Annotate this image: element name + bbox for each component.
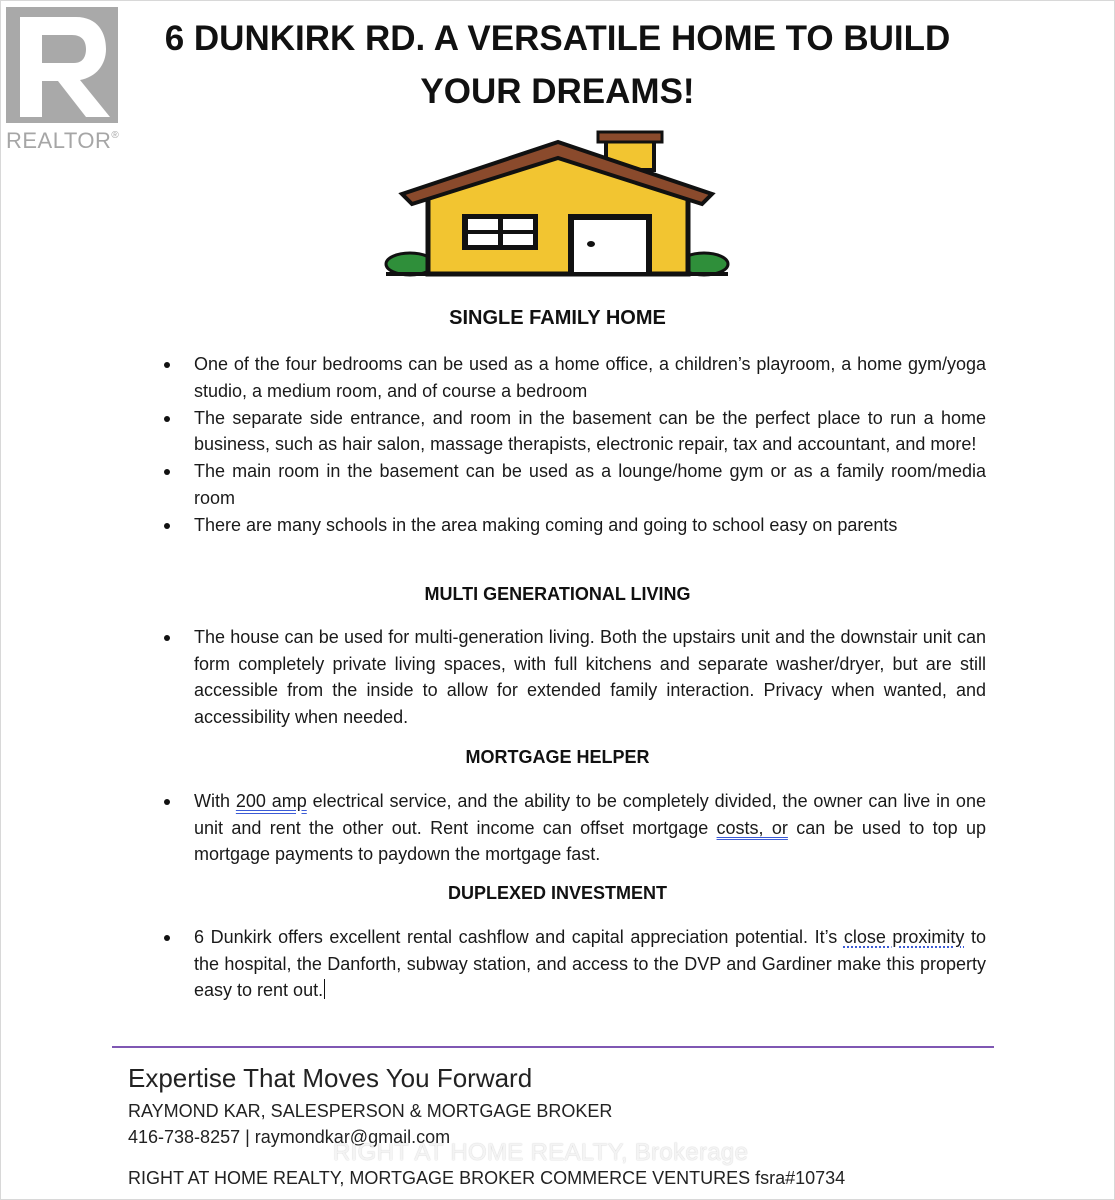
- section-heading-mortgage-helper: MORTGAGE HELPER: [465, 747, 650, 767]
- spellcheck-mark: 200 amp: [235, 791, 307, 811]
- section-heading-single-family: SINGLE FAMILY HOME: [449, 307, 666, 329]
- footer-tagline: Expertise That Moves You Forward: [128, 1063, 533, 1093]
- brokerage-line: RIGHT AT HOME REALTY, MORTGAGE BROKER COMMERCE VENTURES fsra#10734: [128, 1168, 846, 1188]
- r-letter-icon: [6, 7, 118, 123]
- footer-divider: [112, 1046, 994, 1048]
- list-item: The separate side entrance, and room in the basement can be the perfect place to run a home business, such as hair salon, massage therapists, electronic repair, tax and accountant, and more!: [160, 405, 986, 458]
- brokerage-watermark: RIGHT AT HOME REALTY, Brokerage: [333, 1139, 749, 1166]
- single-family-list: [160, 351, 986, 539]
- spellcheck-mark: costs, or: [716, 817, 788, 838]
- realtor-logo-mark: [6, 7, 118, 123]
- mortgage-helper-list: [160, 788, 986, 868]
- list-item: With 200 amp electrical service, and the ability to be completely divided, the owner can live in one unit and rent the other out. Rent income can offset mortgage costs, or can be used to top up mortgage payments to paydown the mortgage fast.: [160, 788, 986, 868]
- section-heading-duplexed: DUPLEXED INVESTMENT: [447, 883, 668, 903]
- multi-generational-list: [160, 624, 986, 730]
- realtor-logo: [6, 7, 128, 153]
- duplexed-list: [160, 924, 986, 1004]
- realtor-logo-text: REALTOR®: [6, 128, 120, 153]
- text-cursor: [324, 979, 325, 999]
- agent-name: RAYMOND KAR, SALESPERSON & MORTGAGE BROKER: [128, 1101, 613, 1121]
- list-item: There are many schools in the area making coming and going to school easy on parents: [160, 512, 986, 539]
- section-heading-multi-generational: MULTI GENERATIONAL LIVING: [424, 584, 691, 604]
- spellcheck-mark: close proximity: [843, 927, 965, 947]
- list-item: The house can be used for multi-generation living. Both the upstairs unit and the downstair unit can form completely private living spaces, with full kitchens and separate washer/dryer, but are still accessible from the inside to allow for extended family interaction. Privacy when wanted, and accessibility when needed.: [160, 624, 986, 730]
- page-title: 6 DUNKIRK RD. A VERSATILE HOME TO BUILD YOUR DREAMS!: [164, 19, 951, 111]
- list-item: One of the four bedrooms can be used as a home office, a children’s playroom, a home gym/yoga studio, a medium room, and of course a bedroom: [160, 351, 986, 404]
- agent-contact: 416-738-8257 | raymondkar@gmail.com: [128, 1127, 451, 1147]
- list-item: 6 Dunkirk offers excellent rental cashflow and capital appreciation potential. It’s close proximity to the hospital, the Danforth, subway station, and access to the DVP and Gardiner make this property easy to rent out.: [160, 924, 986, 1004]
- house-icon: [384, 128, 730, 283]
- list-item: The main room in the basement can be used as a lounge/home gym or as a family room/media room: [160, 458, 986, 511]
